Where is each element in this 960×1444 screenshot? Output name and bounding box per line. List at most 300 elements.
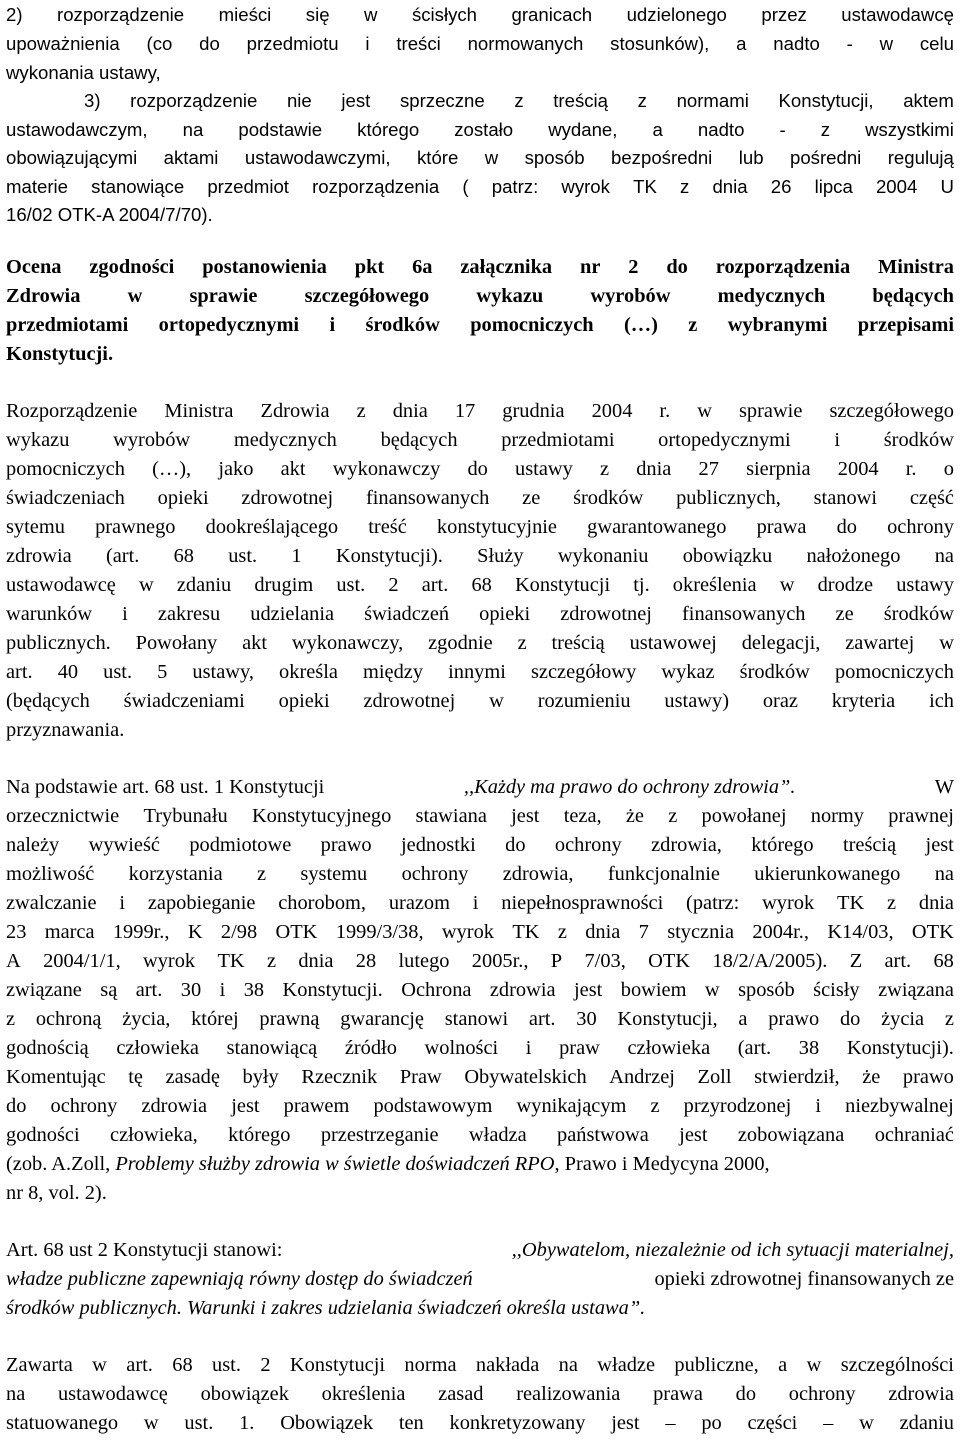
word: którego xyxy=(751,834,814,856)
word: jest xyxy=(511,805,540,827)
word: 7/03, xyxy=(584,950,626,972)
word: po xyxy=(701,1412,722,1434)
word: z xyxy=(514,90,524,111)
word: podstawowym xyxy=(373,1095,493,1117)
word: sprawie xyxy=(189,285,258,307)
word: przepisami xyxy=(857,314,954,336)
word: 28 xyxy=(355,950,377,972)
word: zasadę xyxy=(165,1066,220,1088)
word: wyrok xyxy=(561,176,610,197)
word: K14/03, xyxy=(827,921,894,943)
text-line xyxy=(6,1351,954,1380)
word: będących xyxy=(380,429,458,451)
word: konstytucyjnie xyxy=(436,516,557,538)
word: do xyxy=(836,516,857,538)
word: część xyxy=(909,487,954,509)
word: nadto xyxy=(773,33,820,54)
word: i xyxy=(472,892,479,914)
word: treścią xyxy=(842,834,897,856)
word: ochrony xyxy=(401,863,469,885)
word: stycznia xyxy=(667,921,734,943)
word: udzielonego xyxy=(626,4,727,25)
word: 26 xyxy=(770,176,792,197)
text-line xyxy=(6,629,954,658)
word: określa xyxy=(279,661,338,683)
word: wykazu xyxy=(6,429,70,451)
word: możliwość xyxy=(6,863,95,885)
word: celu xyxy=(919,33,954,54)
word: marca xyxy=(44,921,95,943)
word: zasad xyxy=(438,1383,484,1405)
word: ustawy) xyxy=(664,690,729,712)
word: 68 xyxy=(173,545,194,567)
word: 2004/1/1, xyxy=(43,950,121,972)
word: pomocniczych xyxy=(6,458,125,480)
word: 5 xyxy=(157,661,168,683)
word: której xyxy=(191,1008,239,1030)
word: r. xyxy=(659,400,671,422)
word: sprzeczne xyxy=(399,90,485,111)
word: 27 xyxy=(698,458,719,480)
word: Obywatelskich xyxy=(464,1066,587,1088)
word: zdrowotnej xyxy=(363,690,456,712)
text-span: opieki zdrowotnej finansowanych ze xyxy=(649,1268,954,1290)
word: chorobom, xyxy=(278,892,367,914)
word: z xyxy=(820,119,831,140)
word: TK xyxy=(633,176,657,197)
word: godnością xyxy=(6,1037,89,1059)
word: P xyxy=(550,950,563,972)
word: a xyxy=(652,119,663,140)
word: zdaniu xyxy=(176,574,232,596)
word: jest xyxy=(231,1095,260,1117)
text-line xyxy=(6,0,954,29)
word: aktami xyxy=(163,147,219,168)
word: udzielania xyxy=(250,603,335,625)
word: ortopedycznymi xyxy=(158,314,300,336)
word: stanowi xyxy=(444,1008,509,1030)
word: że xyxy=(625,805,644,827)
word: ustawodawcę xyxy=(57,1383,168,1405)
word: rozporządzenie xyxy=(130,90,258,111)
book-title-span: Problemy służby zdrowia w świetle doświadczeń RPO xyxy=(115,1153,555,1175)
word: publicznych. xyxy=(6,632,111,654)
word: szczegółowego xyxy=(829,400,954,422)
section-heading-line xyxy=(6,282,954,311)
word: akt xyxy=(242,632,268,654)
text-line xyxy=(6,1063,954,1092)
word: norma xyxy=(404,1354,457,1376)
word: i xyxy=(834,429,841,451)
word: nakłada xyxy=(475,1354,540,1376)
text-line xyxy=(6,658,954,687)
word: treścią xyxy=(553,90,609,111)
word: jest xyxy=(611,1412,640,1434)
word: do xyxy=(839,1008,861,1030)
word: szczegółowego xyxy=(304,285,430,307)
text-line xyxy=(6,860,954,889)
text-line xyxy=(6,831,954,860)
text-line xyxy=(6,1409,954,1438)
word: z xyxy=(266,950,277,972)
word: i xyxy=(525,1037,532,1059)
word: K xyxy=(187,921,203,943)
word: niepełnosprawności xyxy=(501,892,664,914)
text-line xyxy=(6,1034,954,1063)
text-line xyxy=(6,1150,954,1179)
word: jednostki xyxy=(401,834,476,856)
word: kryteria xyxy=(831,690,896,712)
word: Trybunału xyxy=(143,805,228,827)
word: Konstytucji). xyxy=(335,545,443,567)
word: jest xyxy=(925,834,954,856)
word: prawem xyxy=(283,1095,350,1117)
word: – xyxy=(665,1412,676,1434)
word: ten xyxy=(398,1412,424,1434)
word: ochroną xyxy=(35,1008,102,1030)
word: zdrowotnej xyxy=(560,603,652,625)
word: dnia xyxy=(298,950,334,972)
word: 17 xyxy=(454,400,476,422)
word: związane xyxy=(6,979,82,1001)
text-line xyxy=(6,889,954,918)
text-line xyxy=(6,947,954,976)
word: 2 xyxy=(388,574,399,596)
word: do xyxy=(505,834,526,856)
word: statuowanego xyxy=(6,1412,119,1434)
word: 7 xyxy=(638,921,649,943)
word: drugim xyxy=(254,574,314,596)
word: określenia xyxy=(321,1383,406,1405)
word: niezbywalnej xyxy=(845,1095,954,1117)
word: art. xyxy=(421,574,449,596)
word: z xyxy=(356,400,366,422)
word: tj. xyxy=(633,574,650,596)
word: z xyxy=(257,863,267,885)
word: wszystkimi xyxy=(865,119,954,140)
word: na xyxy=(6,1383,26,1405)
word: Ministra xyxy=(878,256,954,278)
word: wykazu xyxy=(476,285,544,307)
text-span: Art. 68 ust 2 Konstytucji stanowi: xyxy=(6,1239,288,1261)
word: rozumieniu xyxy=(537,690,631,712)
word: stwierdził, xyxy=(754,1066,840,1088)
word: a xyxy=(736,33,747,54)
word: wolności xyxy=(424,1037,499,1059)
word: i xyxy=(329,314,336,336)
word: 2 xyxy=(628,256,639,278)
word: regulują xyxy=(887,147,954,168)
word: 30 xyxy=(180,979,202,1001)
text-line xyxy=(6,455,954,484)
word: w xyxy=(92,1354,107,1376)
word: ochraniać xyxy=(874,1124,954,1146)
word: człowieka, xyxy=(110,1124,198,1146)
word: stawiana xyxy=(415,805,487,827)
word: na xyxy=(934,545,954,567)
word: gwarantowanego xyxy=(587,516,727,538)
word: przedmiotami xyxy=(6,314,129,336)
text-line xyxy=(6,1265,954,1294)
word: 2) xyxy=(6,4,23,25)
word: art. xyxy=(126,1354,153,1376)
text-line xyxy=(6,1005,954,1034)
word: z xyxy=(668,805,678,827)
word: Konstytucji). xyxy=(846,1037,954,1059)
word: nadto xyxy=(697,119,745,140)
section-heading-line xyxy=(6,253,954,282)
word: a xyxy=(778,1354,788,1376)
word: wyrok xyxy=(143,950,196,972)
word: konkretyzowany xyxy=(449,1412,586,1434)
word: Andrzej xyxy=(609,1066,675,1088)
word: w xyxy=(704,979,720,1001)
word: warunków xyxy=(6,603,93,625)
word: do xyxy=(666,256,688,278)
word: Praw xyxy=(399,1066,442,1088)
word: Powołany xyxy=(135,632,218,654)
word: ust. xyxy=(184,1412,214,1434)
text-line: wykonania ustawy, xyxy=(6,62,161,83)
word: są xyxy=(100,979,118,1001)
text-line xyxy=(6,484,954,513)
text-line xyxy=(6,600,954,629)
word: środków xyxy=(573,487,644,509)
word: nałożonego xyxy=(806,545,901,567)
word: aktem xyxy=(903,90,954,111)
word: ze xyxy=(835,603,854,625)
word: zdrowia, xyxy=(651,834,722,856)
word: prawo xyxy=(902,1066,954,1088)
word: opieki xyxy=(479,603,531,625)
text-line xyxy=(6,1092,954,1121)
word: ust. xyxy=(336,574,366,596)
word: które xyxy=(416,147,459,168)
word: rozporządzenia xyxy=(715,256,851,278)
word: w xyxy=(138,574,154,596)
word: nr xyxy=(579,256,601,278)
word: (będących xyxy=(6,690,90,712)
word: i xyxy=(815,1095,822,1117)
word: ( xyxy=(462,176,469,197)
word: na xyxy=(182,119,204,140)
word: finansowanych xyxy=(682,603,806,625)
word: pomocniczych xyxy=(834,661,954,683)
word: stanowiącą xyxy=(226,1037,318,1059)
word: ustawowej xyxy=(629,632,717,654)
word: stanowiące xyxy=(91,176,185,197)
text-line xyxy=(6,29,954,58)
word: w xyxy=(939,632,954,654)
word: dnia xyxy=(712,176,748,197)
word: w xyxy=(806,1354,822,1376)
text-line xyxy=(6,426,954,455)
text-line: 16/02 OTK-A 2004/7/70). xyxy=(6,204,213,225)
word: w xyxy=(484,147,499,168)
word: sytemu xyxy=(6,516,65,538)
word: orzecznictwie xyxy=(6,805,120,827)
word: (…) xyxy=(623,314,658,336)
word: zdrowotnej xyxy=(241,487,334,509)
word: bowiem xyxy=(620,979,687,1001)
word: 2004 xyxy=(875,176,918,197)
word: Zdrowia xyxy=(6,285,81,307)
word: OTK xyxy=(911,921,954,943)
word: w xyxy=(127,285,143,307)
word: w xyxy=(879,33,894,54)
text-line xyxy=(6,773,954,802)
word: akt xyxy=(280,458,306,480)
word: i xyxy=(122,603,128,625)
word: (patrz: xyxy=(686,892,740,914)
word: Służy xyxy=(477,545,524,567)
word: sposób xyxy=(738,979,795,1001)
word: zdrowia xyxy=(888,1383,954,1405)
text-line xyxy=(6,513,954,542)
word: medycznych xyxy=(233,429,337,451)
text-line xyxy=(6,918,954,947)
text-line: nr 8, vol. 2). xyxy=(6,1182,107,1204)
word: ustawy xyxy=(896,574,954,596)
word: i xyxy=(219,979,226,1001)
word: 2005r., xyxy=(471,950,529,972)
word: w xyxy=(859,1412,874,1434)
word: że xyxy=(862,1066,881,1088)
word: życia xyxy=(881,1008,925,1030)
text-span: W xyxy=(930,776,954,798)
word: środków xyxy=(365,314,440,336)
word: TK xyxy=(512,921,540,943)
word: 2004 xyxy=(591,400,633,422)
word: zwalczanie xyxy=(6,892,97,914)
word: ortopedycznymi xyxy=(658,429,791,451)
word: 2004 xyxy=(837,458,879,480)
word: lub xyxy=(738,147,764,168)
word: OTK xyxy=(648,950,691,972)
word: i xyxy=(365,33,370,54)
word: którego xyxy=(357,119,420,140)
word: środków xyxy=(883,603,954,625)
word: władza xyxy=(468,1124,527,1146)
section-heading-line: Konstytucji. xyxy=(6,343,114,365)
word: rozporządzenia xyxy=(312,176,440,197)
word: (art. xyxy=(737,1037,772,1059)
word: władze xyxy=(597,1354,656,1376)
text-span: Na podstawie art. 68 ust. 1 Konstytucji xyxy=(6,776,330,798)
word: wyrobów xyxy=(113,429,191,451)
word: ustawy xyxy=(515,458,573,480)
word: sposób xyxy=(524,147,585,168)
word: i xyxy=(119,892,126,914)
word: funkcjonalnie xyxy=(607,863,720,885)
word: zdrowia xyxy=(141,1095,208,1117)
word: opieki xyxy=(157,487,209,509)
word: realizowania xyxy=(516,1383,621,1405)
word: korzystania xyxy=(128,863,223,885)
word: związana xyxy=(878,979,954,1001)
word: Ochrona xyxy=(401,979,472,1001)
word: pomocniczych xyxy=(470,314,594,336)
text-line: przyznawania. xyxy=(6,719,125,741)
word: Konstytucji xyxy=(514,574,611,596)
text-line xyxy=(6,687,954,716)
word: zapobieganie xyxy=(147,892,256,914)
word: świadczeń xyxy=(364,603,450,625)
word: publicznych, xyxy=(676,487,781,509)
word: środków xyxy=(739,661,810,683)
word: (art. xyxy=(105,545,140,567)
word: wykonawczy xyxy=(332,458,441,480)
word: opieki xyxy=(278,690,330,712)
word: Zdrowia xyxy=(260,400,330,422)
quote-span: ,,Obywatelom, niezależnie od ich sytuacji materialnej, xyxy=(511,1239,954,1261)
word: OTK xyxy=(275,921,318,943)
word: ust. xyxy=(103,661,133,683)
word: mieści xyxy=(218,4,272,25)
text-line xyxy=(6,802,954,831)
word: zostało xyxy=(454,119,514,140)
word: którego xyxy=(228,1124,291,1146)
word: dnia xyxy=(918,892,954,914)
word: prawnej xyxy=(888,805,954,827)
word: Zoll xyxy=(697,1066,732,1088)
word: Komentując xyxy=(6,1066,106,1088)
word: 68 xyxy=(471,574,492,596)
word: U xyxy=(940,176,954,197)
text-line xyxy=(6,115,954,144)
word: ścisłych xyxy=(411,4,478,25)
word: z xyxy=(6,1008,16,1030)
word: materie xyxy=(6,176,69,197)
word: A xyxy=(6,950,21,972)
word: sprawie xyxy=(738,400,803,422)
text-line xyxy=(6,571,954,600)
quote-span: władze publiczne zapewniają równy dostęp do świadczeń xyxy=(6,1268,473,1290)
word: granicach xyxy=(511,4,593,25)
word: finansowanych xyxy=(365,487,490,509)
word: zgodności xyxy=(89,256,175,278)
word: przestrzeganie xyxy=(320,1124,439,1146)
word: Z xyxy=(849,950,863,972)
word: należy xyxy=(6,834,60,856)
word: upoważnienia xyxy=(6,33,120,54)
word: prawo xyxy=(320,834,372,856)
word: r. xyxy=(905,458,917,480)
word: ze xyxy=(522,487,541,509)
word: pkt xyxy=(354,256,385,278)
word: prawa xyxy=(756,516,807,538)
word: na xyxy=(558,1354,578,1376)
word: – xyxy=(823,1412,834,1434)
word: 1999r., xyxy=(112,921,170,943)
word: sierpnia xyxy=(746,458,811,480)
word: art. xyxy=(135,979,163,1001)
word: wykonaniu xyxy=(557,545,649,567)
word: normami xyxy=(676,90,749,111)
word: między xyxy=(363,661,424,683)
word: medycznych xyxy=(717,285,826,307)
word: 6a xyxy=(412,256,433,278)
word: szczegółowy xyxy=(530,661,637,683)
quote-span: ,,Każdy ma prawo do ochrony zdrowia”. xyxy=(463,776,796,798)
word: przez xyxy=(761,4,807,25)
text-line xyxy=(6,1121,954,1150)
word: Ocena xyxy=(6,256,62,278)
text-span: , Prawo i Medycyna 2000, xyxy=(554,1153,770,1175)
word: 1 xyxy=(291,545,302,567)
word: ustawodawczymi, xyxy=(244,147,391,168)
word: szczególności xyxy=(840,1354,954,1376)
